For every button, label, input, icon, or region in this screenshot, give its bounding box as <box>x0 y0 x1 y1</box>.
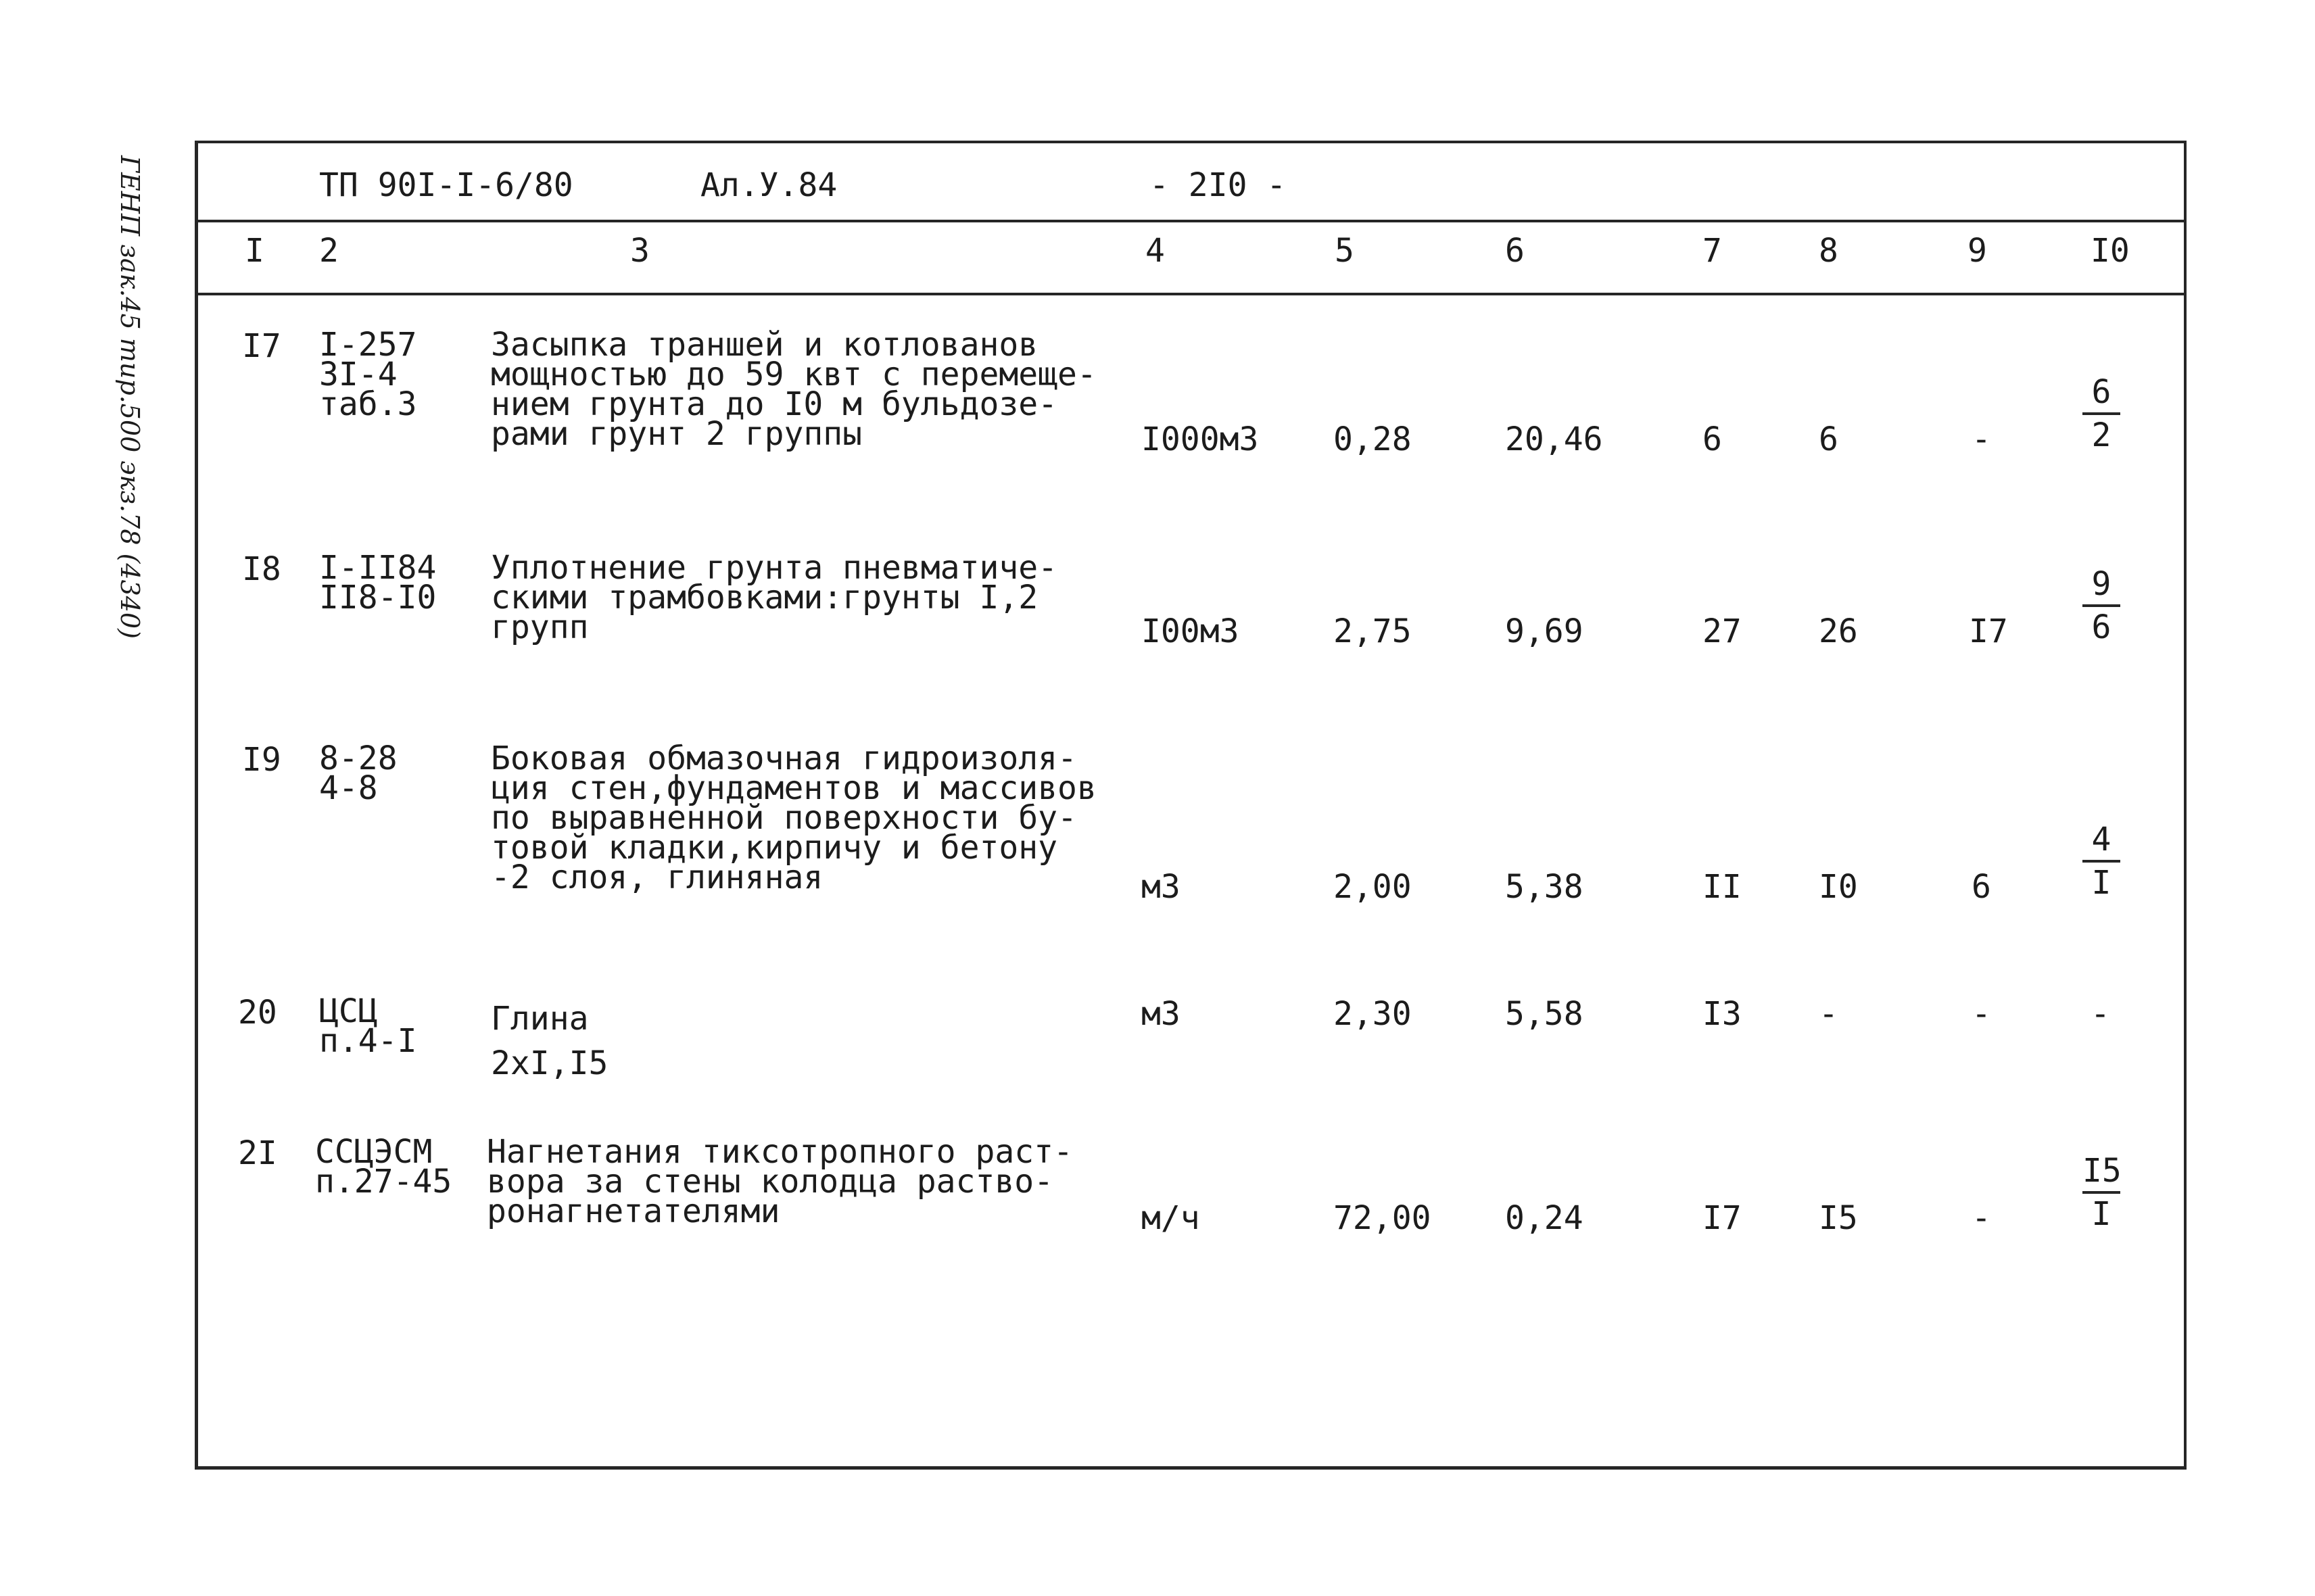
row-col-8: - <box>1819 995 1838 1033</box>
row-col-10-fraction <box>2082 373 2120 454</box>
fraction-denominator: 2 <box>2091 416 2111 454</box>
row-unit: м/ч <box>1141 1199 1200 1237</box>
row-col-8: 26 <box>1819 612 1858 650</box>
row-description: Нагнетания тиксотропного раст- вора за стены колодца раство- ронагнетателями <box>487 1133 1073 1230</box>
row-unit: I000м3 <box>1141 420 1259 458</box>
col-header-8: 8 <box>1819 232 1838 270</box>
row-col-7: I7 <box>1702 1199 1742 1237</box>
row-reference: ССЦЭСМ п.27-45 <box>315 1133 452 1201</box>
row-col-9: 6 <box>1972 868 1991 906</box>
row-col-6: 9,69 <box>1505 612 1583 650</box>
row-col-6: 20,46 <box>1505 420 1603 458</box>
col-header-7: 7 <box>1702 232 1722 270</box>
fraction-numerator: I5 <box>2082 1155 2120 1194</box>
fraction-denominator: 6 <box>2091 608 2111 646</box>
document-code: ТП 90I-I-6/80 <box>319 166 573 204</box>
col-header-1: I <box>245 232 264 270</box>
row-number: I9 <box>242 741 281 779</box>
fraction-denominator: I <box>2091 1195 2111 1233</box>
row-col-8: I0 <box>1819 868 1858 906</box>
row-col-6: 0,24 <box>1505 1199 1583 1237</box>
row-col-7: II <box>1702 868 1742 906</box>
row-quantity: 2,00 <box>1333 868 1412 906</box>
fraction-numerator: 4 <box>2082 823 2120 863</box>
row-number: 20 <box>238 994 277 1032</box>
row-description: Уплотнение грунта пневматиче- скими трамбовками:грунты I,2 групп <box>491 549 1058 646</box>
side-archive-note: ГЕНП зак.45 тир.500 экз.78 (4340) <box>115 155 145 639</box>
row-col-10-fraction <box>2082 565 2120 646</box>
row-col-6: 5,38 <box>1505 868 1583 906</box>
row-col-9: - <box>1972 1199 1991 1237</box>
row-unit: м3 <box>1141 995 1180 1033</box>
row-col-10: - <box>2091 995 2110 1033</box>
page-number: - 2I0 - <box>1149 166 1287 204</box>
header-divider <box>198 220 2187 222</box>
row-col-10-fraction <box>2082 1152 2122 1233</box>
col-header-5: 5 <box>1335 232 1354 270</box>
col-header-3: 3 <box>630 232 650 270</box>
album-number: Ал.У.84 <box>700 166 838 204</box>
row-quantity: 72,00 <box>1333 1199 1431 1237</box>
col-header-6: 6 <box>1505 232 1525 270</box>
row-reference: 8-28 4-8 <box>319 740 398 807</box>
row-col-6: 5,58 <box>1505 995 1583 1033</box>
row-number: 2I <box>238 1134 277 1172</box>
row-col-7: I3 <box>1702 995 1742 1033</box>
row-quantity: 2,30 <box>1333 995 1412 1033</box>
row-number: I8 <box>242 550 281 588</box>
row-col-9: - <box>1972 420 1991 458</box>
row-quantity: 0,28 <box>1333 420 1412 458</box>
row-quantity: 2,75 <box>1333 612 1412 650</box>
row-col-9: I7 <box>1969 612 2008 650</box>
row-col-7: 27 <box>1702 612 1742 650</box>
col-header-9: 9 <box>1967 232 1987 270</box>
row-number: I7 <box>242 327 281 365</box>
row-col-8: 6 <box>1819 420 1838 458</box>
fraction-numerator: 9 <box>2082 568 2120 607</box>
fraction-denominator: I <box>2091 864 2111 902</box>
row-reference: I-257 3I-4 таб.3 <box>319 326 417 423</box>
col-header-4: 4 <box>1145 232 1165 270</box>
row-col-7: 6 <box>1702 420 1722 458</box>
row-description: Засыпка траншей и котлованов мощностью до 59 квт с перемеще- нием грунта до I0 м бульдозе- рами грунт 2 группы <box>491 326 1097 453</box>
row-col-10-fraction <box>2082 821 2120 902</box>
row-col-9: - <box>1972 995 1991 1033</box>
row-unit: I00м3 <box>1141 612 1239 650</box>
row-description: Боковая обмазочная гидроизоля- ция стен,фундаментов и массивов по выравненной поверхности бу- товой кладки,кирпичу и бетону -2 слоя, глиняная <box>491 740 1097 896</box>
column-header-divider <box>198 293 2187 295</box>
col-header-10: I0 <box>2091 232 2130 270</box>
row-unit: м3 <box>1141 868 1180 906</box>
row-description: Глина 2xI,I5 <box>491 1000 608 1082</box>
col-header-2: 2 <box>319 232 339 270</box>
row-reference: ЦСЦ п.4-I <box>319 992 417 1060</box>
fraction-numerator: 6 <box>2082 376 2120 415</box>
row-col-8: I5 <box>1819 1199 1858 1237</box>
row-reference: I-II84 II8-I0 <box>319 549 437 616</box>
